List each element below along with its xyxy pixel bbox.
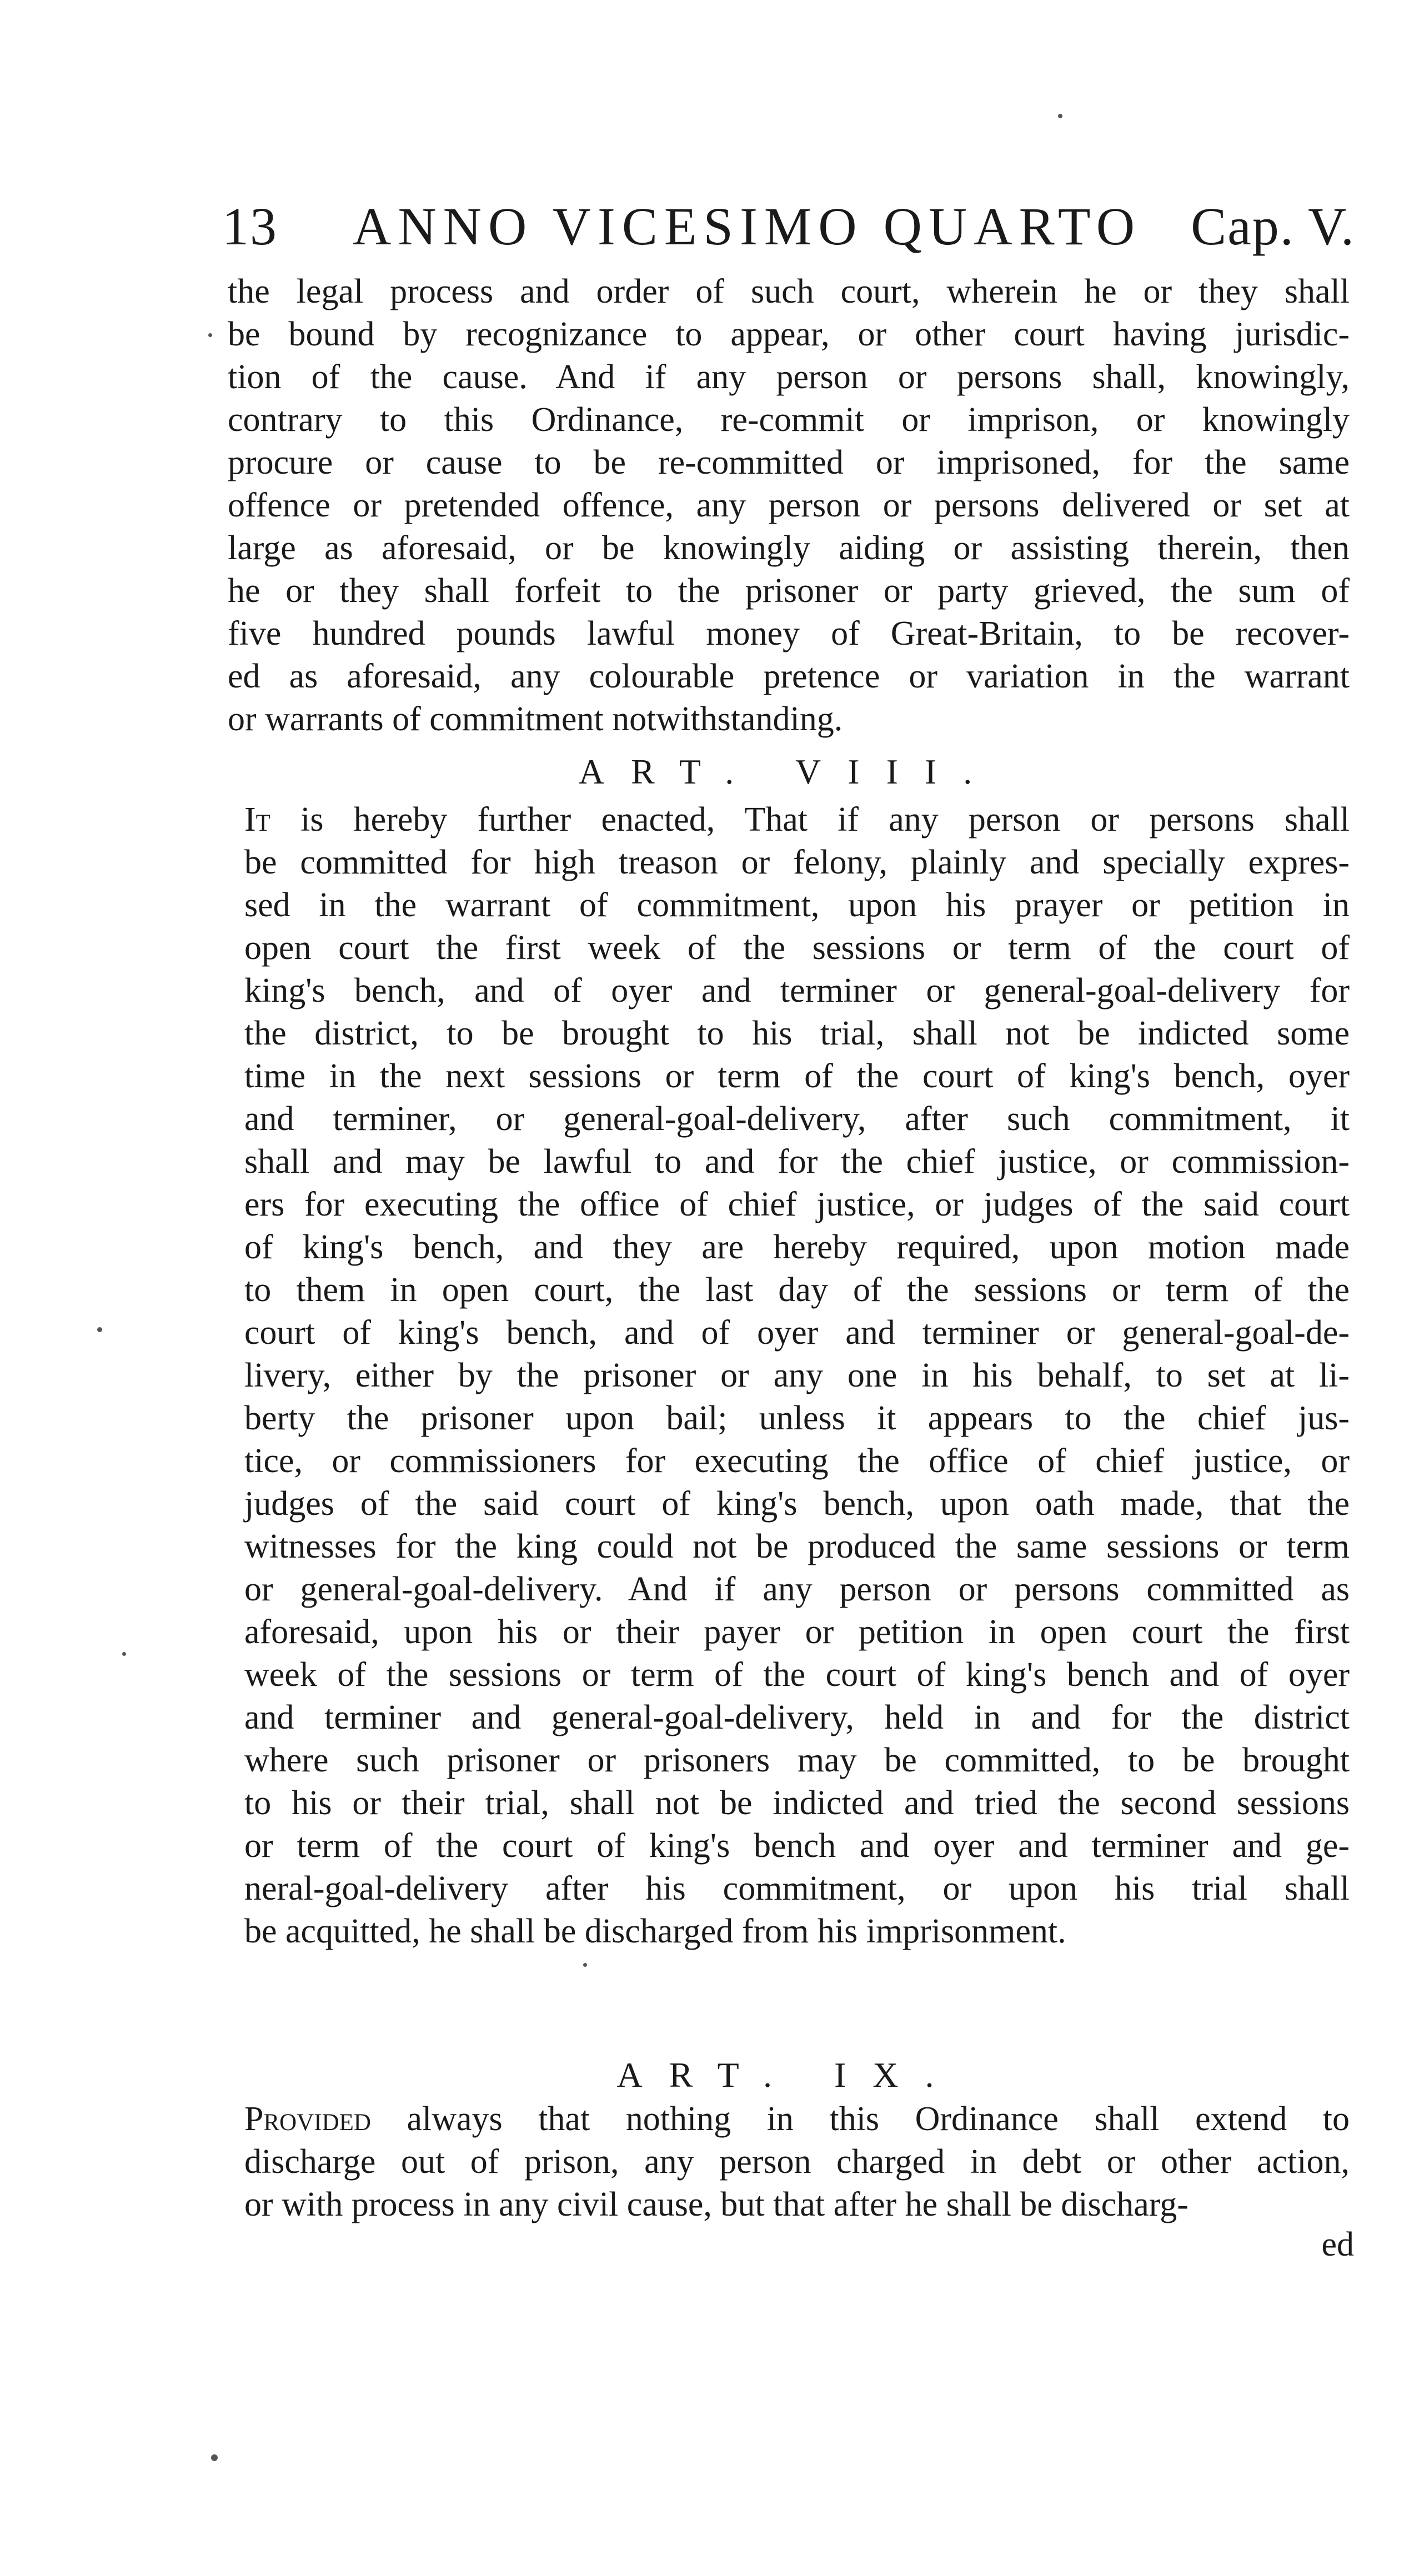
ink-speck xyxy=(208,333,212,337)
text-line: ers for executing the office of chief justice, or judges of the said court xyxy=(244,1186,1350,1223)
text-line: he or they shall forfeit to the prisoner or party grieved, the sum of xyxy=(228,572,1350,610)
text-line: time in the next sessions or term of the court of king's bench, oyer xyxy=(244,1057,1350,1095)
article-9-first-line-rest: always that nothing in this Ordinance shall extend to xyxy=(370,2100,1350,2138)
chapter-label: Cap. V. xyxy=(1191,197,1355,256)
text-line: tice, or commissioners for executing the office of chief justice, or xyxy=(244,1442,1350,1480)
text-line: be bound by recognizance to appear, or other court having jurisdic- xyxy=(228,315,1350,353)
ink-speck xyxy=(583,1963,587,1967)
text-line: shall and may be lawful to and for the chief justice, or commission- xyxy=(244,1143,1350,1181)
text-line: to them in open court, the last day of the sessions or term of the xyxy=(244,1271,1350,1309)
page-header xyxy=(222,195,1355,257)
text-line: or term of the court of king's bench and oyer and terminer and ge- xyxy=(244,1827,1350,1865)
text-line: open court the first week of the sessions or term of the court of xyxy=(244,929,1350,967)
running-title: ANNO VICESIMO QUARTO xyxy=(353,197,1142,256)
ink-speck xyxy=(97,1327,102,1332)
page-number: 13 xyxy=(222,197,278,256)
text-line: the legal process and order of such court, wherein he or they shall xyxy=(228,273,1350,310)
ink-speck xyxy=(1058,114,1062,118)
text-line: procure or cause to be re-committed or imprisoned, for the same xyxy=(228,444,1350,481)
article-8-first-line-rest: is hereby further enacted, That if any person or persons shall xyxy=(270,801,1350,838)
text-line: the district, to be brought to his trial, shall not be indicted some xyxy=(244,1015,1350,1052)
continuation-paragraph xyxy=(228,270,1350,741)
ink-speck xyxy=(122,1652,126,1656)
text-line: sed in the warrant of commitment, upon his prayer or petition in xyxy=(244,886,1350,924)
text-line: aforesaid, upon his or their payer or petition in open court the first xyxy=(244,1613,1350,1651)
text-line: king's bench, and of oyer and terminer or general-goal-delivery for xyxy=(244,972,1350,1010)
text-line: tion of the cause. And if any person or persons shall, knowingly, xyxy=(228,358,1350,396)
text-line: where such prisoner or prisoners may be committed, to be brought xyxy=(244,1741,1350,1779)
text-line: and terminer, or general-goal-delivery, after such commitment, it xyxy=(244,1100,1350,1138)
catchword: ed xyxy=(1321,2226,1354,2263)
text-line: to his or their trial, shall not be indicted and tried the second sessions xyxy=(244,1784,1350,1822)
article-8-first-line xyxy=(244,799,1350,841)
article-9-paragraph xyxy=(244,2098,1350,2226)
text-line: or with process in any civil cause, but that after he shall be discharg- xyxy=(244,2186,1189,2223)
text-line: large as aforesaid, or be knowingly aiding or assisting therein, then xyxy=(228,529,1350,567)
article-9-first-line xyxy=(244,2098,1350,2141)
text-line: contrary to this Ordinance, re-commit or imprison, or knowingly xyxy=(228,401,1350,439)
text-line: or warrants of commitment notwithstanding. xyxy=(228,700,843,738)
text-line: five hundred pounds lawful money of Great-Britain, to be recover- xyxy=(228,615,1350,652)
text-line: be committed for high treason or felony, plainly and specially expres- xyxy=(244,843,1350,881)
article-8-heading: ART. VIII. xyxy=(578,752,999,791)
text-line: witnesses for the king could not be produced the same sessions or term xyxy=(244,1528,1350,1565)
article-9-lead-word: Provided xyxy=(244,2100,371,2138)
text-line: discharge out of prison, any person charged in debt or other action, xyxy=(244,2143,1350,2181)
text-line: berty the prisoner upon bail; unless it appears to the chief jus- xyxy=(244,1399,1350,1437)
text-line: livery, either by the prisoner or any one in his behalf, to set at li- xyxy=(244,1357,1350,1394)
text-line: week of the sessions or term of the court of king's bench and of oyer xyxy=(244,1656,1350,1694)
text-line: judges of the said court of king's bench, upon oath made, that the xyxy=(244,1485,1350,1523)
text-line: offence or pretended offence, any person or persons delivered or set at xyxy=(228,486,1350,524)
article-9-heading: ART. IX. xyxy=(616,2055,961,2095)
ink-speck xyxy=(211,2454,218,2461)
text-line: court of king's bench, and of oyer and terminer or general-goal-de- xyxy=(244,1314,1350,1352)
text-line: neral-goal-delivery after his commitment, or upon his trial shall xyxy=(244,1870,1350,1907)
text-line: or general-goal-delivery. And if any person or persons committed as xyxy=(244,1570,1350,1608)
text-line: of king's bench, and they are hereby required, upon motion made xyxy=(244,1228,1350,1266)
article-8-paragraph xyxy=(244,799,1350,1953)
text-line: be acquitted, he shall be discharged from his imprisonment. xyxy=(244,1912,1066,1950)
text-line: ed as aforesaid, any colourable pretence or variation in the warrant xyxy=(228,657,1350,695)
text-line: and terminer and general-goal-delivery, held in and for the district xyxy=(244,1699,1350,1736)
article-8-lead-word: It xyxy=(244,801,270,838)
